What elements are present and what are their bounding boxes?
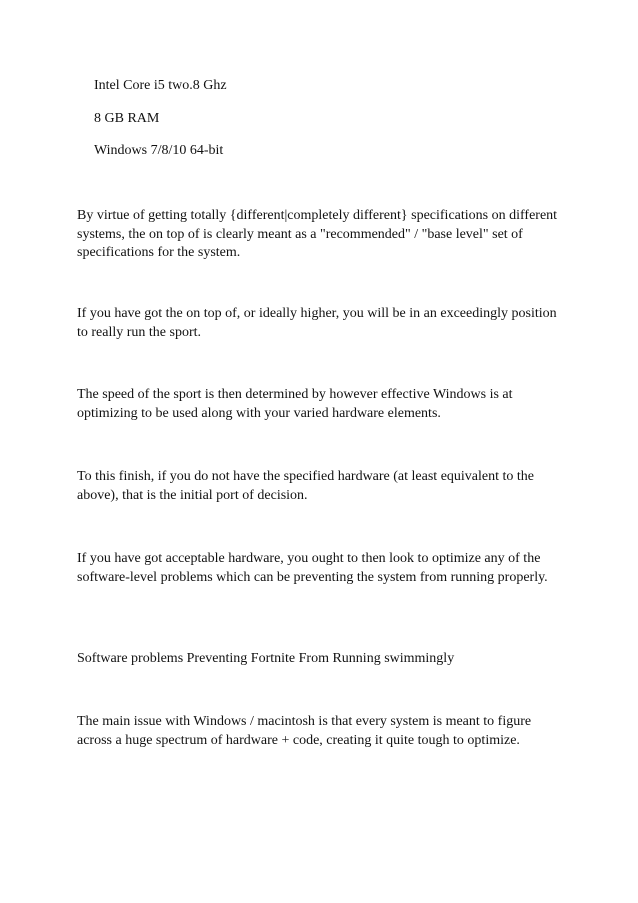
spec-ram: 8 GB RAM bbox=[94, 111, 160, 126]
section-heading: Software problems Preventing Fortnite From Running swimmingly bbox=[77, 651, 455, 666]
spec-cpu: Intel Core i5 two.8 Ghz bbox=[94, 78, 227, 93]
paragraph-requirements: If you have got the on top of, or ideally higher, you will be in an exceedingly position to really run the sport. bbox=[77, 306, 557, 340]
paragraph-speed: The speed of the sport is then determined by however effective Windows is at optimizing to be used along with your varied hardware elements. bbox=[77, 387, 513, 421]
spec-os: Windows 7/8/10 64-bit bbox=[94, 143, 224, 158]
paragraph-main-issue: The main issue with Windows / macintosh is that every system is meant to figure across a huge spectrum of hardware + code, creating it quite tough to optimize. bbox=[77, 714, 532, 748]
paragraph-hardware: To this finish, if you do not have the specified hardware (at least equivalent to the above), that is the initial port of decision. bbox=[77, 469, 534, 503]
paragraph-specifications: By virtue of getting totally {different|completely different} specifications on different systems, the on top of is clearly meant as a "recommended" / "base level" set of specifications for the system. bbox=[77, 208, 558, 260]
paragraph-optimize: If you have got acceptable hardware, you ought to then look to optimize any of the software-level problems which can be preventing the system from running properly. bbox=[77, 551, 548, 585]
